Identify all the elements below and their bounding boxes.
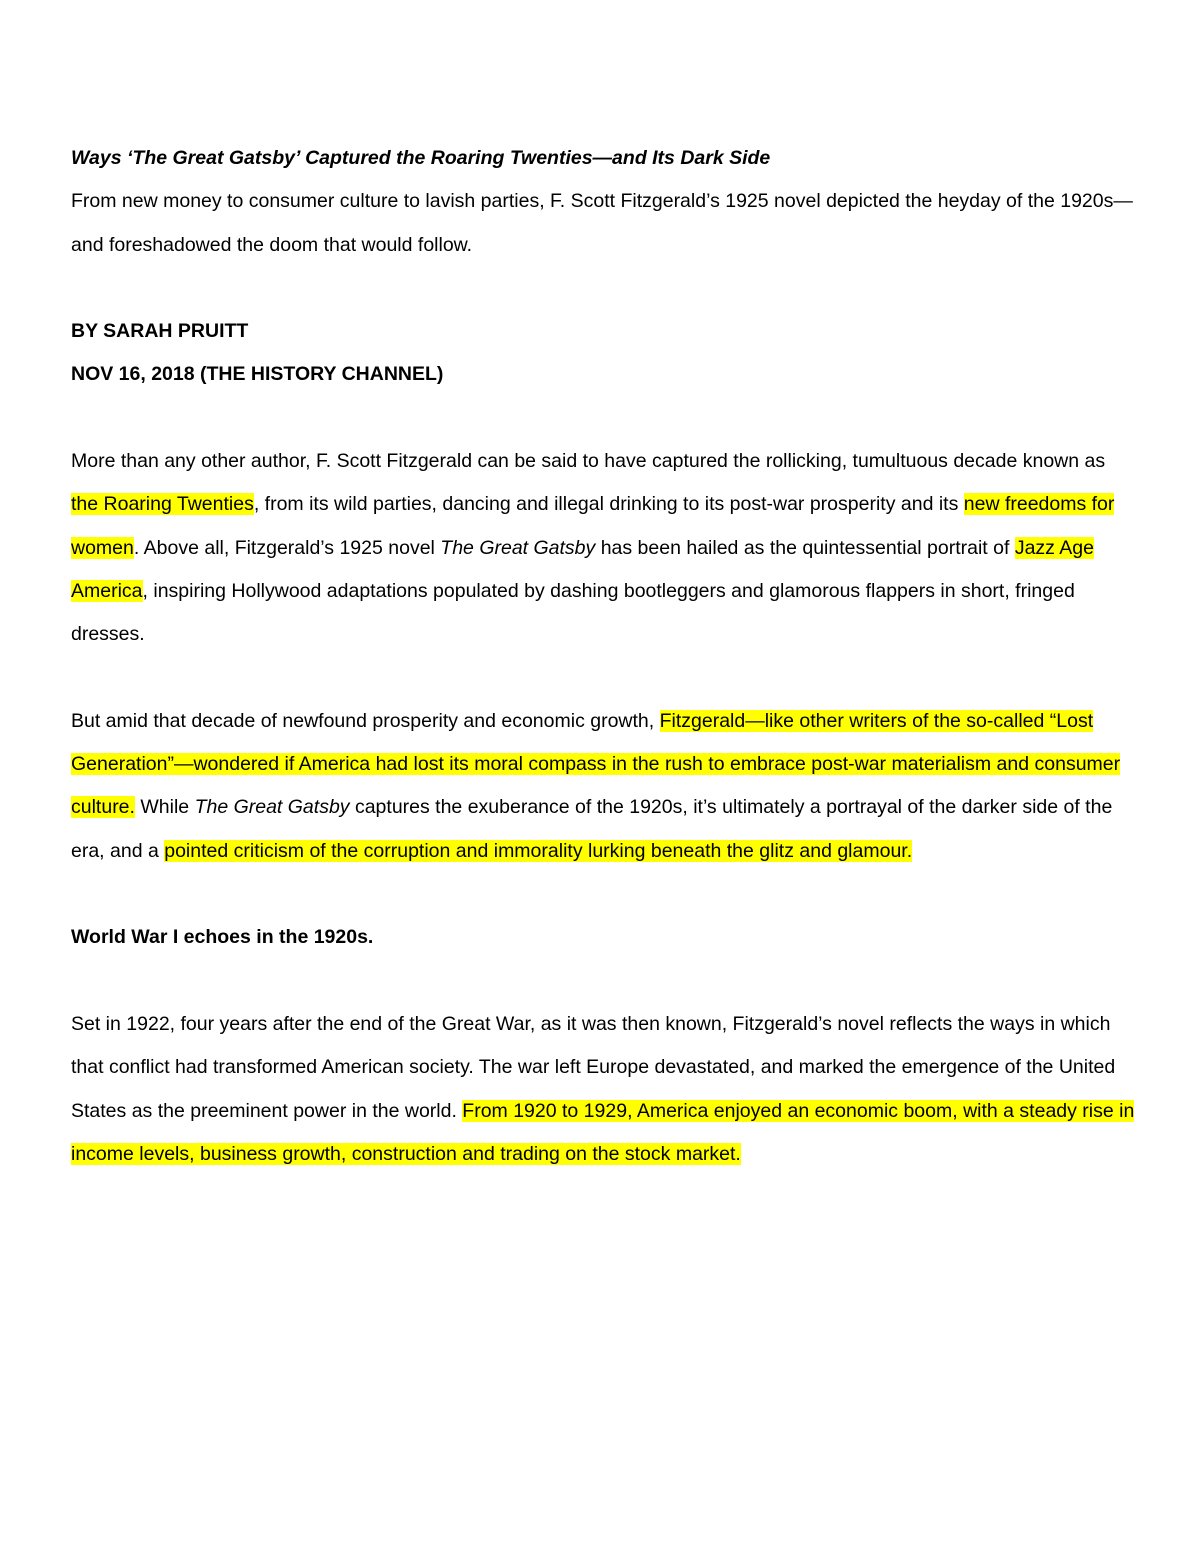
paragraph-2 xyxy=(71,700,1135,873)
spacer xyxy=(71,397,1135,440)
spacer xyxy=(71,657,1135,700)
book-title-italic: The Great Gatsby xyxy=(440,536,596,559)
document-page xyxy=(71,137,1135,1176)
paragraph-1-text-e: , inspiring Hollywood adaptations populated by dashing bootleggers and glamorous flappers in short, fringed dresses. xyxy=(71,579,1075,646)
paragraph-1 xyxy=(71,440,1135,656)
paragraph-1-text-d: has been hailed as the quintessential portrait of xyxy=(595,536,1015,559)
highlight-new-freedoms: new freedoms for women xyxy=(71,493,1115,559)
spacer xyxy=(71,960,1135,1003)
paragraph-2-text-b: While xyxy=(134,796,195,819)
book-title-italic: The Great Gatsby xyxy=(194,796,350,819)
highlight-jazz-age: Jazz Age America xyxy=(71,536,1094,602)
highlight-economic-boom: From 1920 to 1929, America enjoyed an economic boom, with a steady rise in income levels, business growth, construction and trading on the stock market. xyxy=(71,1099,1135,1165)
paragraph-2-text-a: But amid that decade of newfound prosperity and economic growth, xyxy=(71,709,660,732)
article-title: Ways ‘The Great Gatsby’ Captured the Roaring Twenties—and Its Dark Side xyxy=(71,147,771,169)
paragraph-1-text-c: . Above all, Fitzgerald’s 1925 novel xyxy=(133,536,441,559)
spacer xyxy=(71,873,1135,916)
highlight-lost-generation: Fitzgerald—like other writers of the so-called “Lost Generation”—wondered if America had lost its moral compass in the rush to embrace post-war materialism and consumer culture. xyxy=(71,709,1121,819)
section-heading: World War I echoes in the 1920s. xyxy=(71,926,374,949)
highlight-pointed-criticism: pointed criticism of the corruption and immorality lurking beneath the glitz and glamour. xyxy=(164,839,913,862)
paragraph-1-text-b: , from its wild parties, dancing and illegal drinking to its post-war prosperity and its xyxy=(253,493,964,516)
paragraph-3 xyxy=(71,1003,1135,1176)
dateline: NOV 16, 2018 (THE HISTORY CHANNEL) xyxy=(71,363,444,386)
paragraph-3-text-a: Set in 1922, four years after the end of the Great War, as it was then known, Fitzgerald’s novel reflects the ways in which that conflict had transformed American society. The war left Europe devastated, and marked the emergence of the United States as the preeminent power in the world. xyxy=(71,1012,1116,1122)
highlight-roaring-twenties: the Roaring Twenties xyxy=(71,493,254,516)
byline: BY SARAH PRUITT xyxy=(71,320,249,343)
article-subtitle: From new money to consumer culture to lavish parties, F. Scott Fitzgerald’s 1925 novel depicted the heyday of the 1920s—and foreshadowed the doom that would follow. xyxy=(71,190,1133,256)
paragraph-2-text-c: captures the exuberance of the 1920s, it’s ultimately a portrayal of the darker side of the era, and a xyxy=(71,796,1113,862)
paragraph-1-text-a: More than any other author, F. Scott Fitzgerald can be said to have captured the rollicking, tumultuous decade known as xyxy=(71,450,1106,473)
spacer xyxy=(71,267,1135,310)
